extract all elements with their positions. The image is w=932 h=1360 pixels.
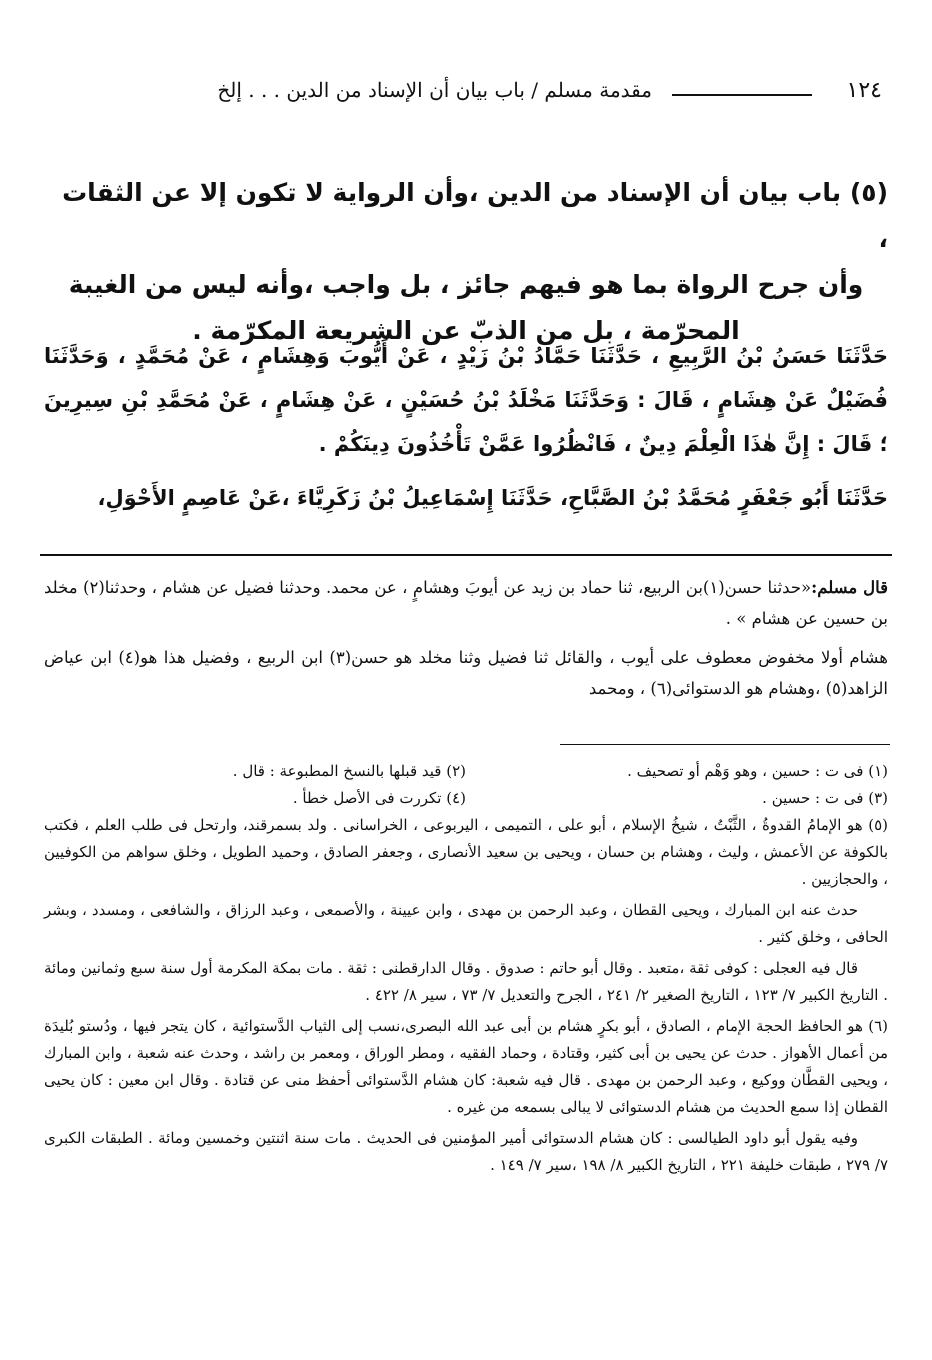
header-rule bbox=[672, 94, 812, 96]
footnote-2: (٢) قيد قبلها بالنسخ المطبوعة : قال . bbox=[232, 762, 466, 780]
footnote-5-part-1: (٥) هو الإمامُ القدوةُ ، الثَّبْتُ ، شيخُ الإسلام ، أبو على ، التميمى ، اليربوعى ، الخراسانى . ولد بسمرقند، وارتحل فى طلب العلم ، فكتب بالكوفة عن الأعمش ، وليث ، وهشام بن حسان ، ويحيى بن سعيد الأنصارى ، وجعفر الصادق ، وحميد الطويل ، وخلق سواهم من الكوفيين ، والحجازيين . bbox=[44, 816, 888, 888]
hadith-text bbox=[44, 334, 888, 530]
footnote-5-part-3: قال فيه العجلى : كوفى ثقة ،متعبد . وقال أبو حاتم : صدوق . وقال الدارقطنى : ثقة . مات بمكة المكرمة أول سنة سبع وثمانين ومائة . التاريخ الكبير ٧/ ١٢٣ ، التاريخ الصغير ٢/ ٢٤١ ، الجرح والتعديل ٧/ ٧٣ ، سير ٨/ ٤٢٢ . bbox=[44, 959, 888, 1004]
commentary-quote: «حدثنا حسن(١)بن الربيع، ثنا حماد بن زيد عن أيوبَ وهشامٍ ، عن محمد. وحدثنا فضيل عن هشام ، وحدثنا(٢) مخلد بن حسين عن هشام » . bbox=[44, 578, 888, 628]
chapter-heading bbox=[44, 170, 888, 354]
footnote-row bbox=[44, 758, 888, 785]
footnote-row bbox=[44, 785, 888, 812]
footnotes bbox=[44, 758, 888, 1183]
running-title: مقدمة مسلم / باب بيان أن الإسناد من الدين . . . إلخ bbox=[217, 78, 652, 102]
footnote-divider bbox=[560, 744, 890, 745]
commentary-paragraph-2: هشام أولا مخفوض معطوف على أيوب ، والقائل ثنا فضيل وثنا مخلد هو حسن(٣) ابن الربيع ، وفضيل هذا هو(٤) ابن عياض الزاهد(٥) ،وهشام هو الدستوائى(٦) ، ومحمد bbox=[44, 648, 888, 698]
chapter-heading-line-2: وأن جرح الرواة بما هو فيهم جائز ، بل واجب ،وأنه ليس من الغيبة bbox=[68, 270, 864, 299]
commentary-paragraph-1 bbox=[44, 572, 888, 634]
footnote-6-part-1: (٦) هو الحافظ الحجة الإمام ، الصادق ، أبو بكرٍ هشام بن أبى عبد الله البصرى،نسب إلى الثياب الدَّستوائية ، كان يتجر فيها ، ودُستو بُليدَة من أعمال الأهواز . حدث عن يحيى بن أبى كثير، وقتادة ، وحماد الفقيه ، ومطر الوراق ، ومعمر بن راشد ، وحدث عنه شعبة ، وابن المبارك ، ويحيى القطَّان ووكيع ، وعبد الرحمن بن مهدى . قال فيه شعبة: كان هشام الدَّستوائى أحفظ منى عن قتادة . وقال ابن معين : كان يحيى القطان إذا سمع الحديث من هشام الدستوائى لا يبالى بسمعه من غيره . bbox=[44, 1017, 888, 1116]
text-divider bbox=[40, 554, 892, 556]
commentary bbox=[44, 572, 888, 712]
footnote-5-part-2: حدث عنه ابن المبارك ، ويحيى القطان ، وعبد الرحمن بن مهدى ، وابن عيينة ، والأصمعى ، وعبد الرزاق ، والشافعى ، ومسدد ، وبشر الحافى ، وخلق كثير . bbox=[44, 901, 888, 946]
chapter-heading-line-1: (٥) باب بيان أن الإسناد من الدين ،وأن الرواية لا تكون إلا عن الثقات ، bbox=[62, 178, 888, 253]
page-number: ١٢٤ bbox=[846, 78, 882, 103]
commentary-lead: قال مسلم: bbox=[811, 578, 889, 597]
footnote-4: (٤) تكررت فى الأصل خطأ . bbox=[292, 789, 466, 807]
footnote-1: (١) فى ت : حسين ، وهو وَهْم أو تصحيف . bbox=[627, 762, 888, 780]
running-header bbox=[30, 70, 882, 110]
footnote-3: (٣) فى ت : حسين . bbox=[762, 789, 888, 807]
footnote-6-part-2: وفيه يقول أبو داود الطيالسى : كان هشام الدستوائى أمير المؤمنين فى الحديث . مات سنة اثنتين وخمسين ومائة . الطبقات الكبرى ٧/ ٢٧٩ ، طبقات خليفة ٢٢١ ، التاريخ الكبير ٨/ ١٩٨ ،سير ٧/ ١٤٩ . bbox=[44, 1129, 888, 1174]
hadith-paragraph-2: حَدَّثَنَا أَبُو جَعْفَرٍ مُحَمَّدُ بْنُ الصَّبَّاحِ، حَدَّثَنَا إِسْمَاعِيلُ بْنُ زَكَرِيَّاءَ ،عَنْ عَاصِمٍ الأَحْوَلِ، bbox=[97, 486, 888, 510]
hadith-paragraph-1: حَدَّثَنَا حَسَنُ بْنُ الرَّبِيعِ ، حَدَّثَنَا حَمَّادُ بْنُ زَيْدٍ ، عَنْ أَيُّوبَ وَهِشَامٍ ، عَنْ مُحَمَّدٍ ، وَحَدَّثَنَا فُضَيْلٌ عَنْ هِشَامٍ ، قَالَ : وَحَدَّثَنَا مَخْلَدُ بْنُ حُسَيْنٍ ، عَنْ هِشَامٍ ، عَنْ مُحَمَّدِ بْنِ سِيرِينَ ؛ قَالَ : إِنَّ هٰذَا الْعِلْمَ دِينٌ ، فَانْظُرُوا عَمَّنْ تَأْخُذُونَ دِينَكُمْ . bbox=[44, 344, 888, 456]
chapter-heading-line-3: المحرّمة ، بل من الذبّ عن الشريعة المكرّمة . bbox=[192, 316, 740, 345]
